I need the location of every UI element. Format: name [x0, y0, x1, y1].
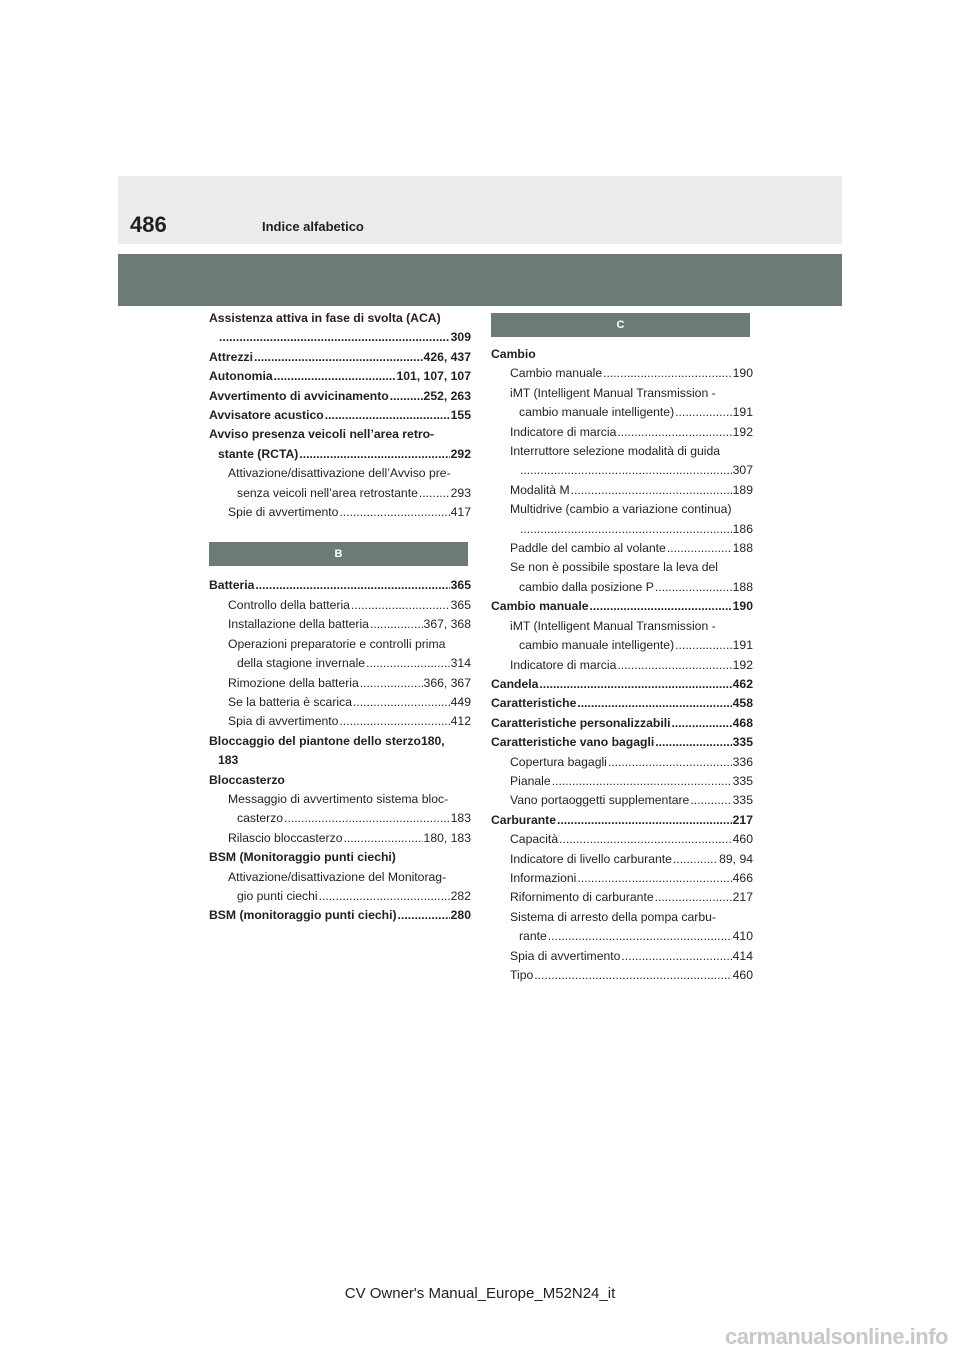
index-line [209, 445, 471, 464]
index-line [491, 830, 753, 849]
dot-leader [351, 596, 450, 615]
index-entry [491, 791, 753, 810]
index-term: BSM (monitoraggio punti ciechi) [209, 908, 397, 923]
index-line [209, 348, 471, 367]
index-term: Bloccasterzo [209, 772, 285, 787]
index-term: iMT (Intelligent Manual Transmission - [510, 618, 716, 633]
index-entry [209, 464, 471, 503]
index-term: casterzo [237, 811, 284, 826]
index-group-b [209, 576, 471, 925]
dot-leader [353, 693, 450, 712]
index-term: Spia di avvertimento [228, 714, 339, 729]
index-term: Messaggio di avvertimento sistema bloc- [228, 791, 449, 806]
dot-leader [590, 597, 732, 616]
index-term: Rimozione della batteria [228, 675, 359, 690]
index-group-c [491, 345, 753, 985]
left-column [209, 309, 471, 926]
index-line [491, 869, 753, 888]
page-ref: 192 [732, 657, 753, 672]
index-term: Avviso presenza veicoli nell’area retro- [209, 427, 435, 442]
page-ref: 190 [732, 599, 753, 614]
page-ref: 180, 183 [423, 830, 471, 845]
dot-leader [360, 674, 423, 693]
index-term: Assistenza attiva in fase di svolta (ACA) [209, 311, 441, 325]
index-entry [491, 364, 753, 383]
index-line [491, 461, 753, 480]
index-entry [209, 615, 471, 634]
index-term: Controllo della batteria [228, 597, 350, 612]
index-line [491, 850, 753, 869]
page-ref: 192 [732, 424, 753, 439]
index-entry [209, 868, 471, 907]
index-line [491, 947, 753, 966]
index-entry [491, 714, 753, 733]
index-entry [491, 345, 753, 364]
index-line [209, 906, 471, 925]
index-entry [209, 576, 471, 595]
dot-leader [577, 694, 731, 713]
page-ref: 191 [732, 638, 753, 653]
index-line [209, 367, 471, 386]
index-entry [491, 947, 753, 966]
footer-doc-id: CV Owner's Manual_Europe_M52N24_it [344, 1285, 616, 1302]
index-entry [491, 888, 753, 907]
index-entry [209, 906, 471, 925]
page-ref: 280 [450, 908, 471, 923]
index-term: rante [519, 929, 547, 944]
page-ref: 190 [732, 366, 753, 381]
dot-leader [419, 484, 450, 503]
index-term: Candela [491, 676, 539, 691]
index-entry [491, 558, 753, 597]
page-ref: 335 [732, 773, 753, 788]
dot-leader [571, 481, 732, 500]
page-ref: 183 [450, 811, 471, 826]
index-entry [209, 596, 471, 615]
dot-leader [284, 809, 450, 828]
index-term: Pianale [510, 773, 551, 788]
page-ref: 189 [732, 482, 753, 497]
page-ref: 335 [732, 735, 753, 750]
page-ref: 366, 367 [423, 675, 471, 690]
index-line [491, 481, 753, 500]
index-line [491, 966, 753, 985]
index-line [491, 403, 753, 422]
index-entry [209, 309, 471, 348]
index-term: Attrezzi [209, 349, 254, 364]
index-term: Operazioni preparatorie e controlli prima [228, 636, 446, 651]
page-ref: 449 [450, 694, 471, 709]
index-entry [491, 500, 753, 539]
index-entry [209, 425, 471, 464]
page-ref: 414 [732, 948, 753, 963]
index-term: Avvisatore acustico [209, 408, 324, 423]
index-entry [491, 811, 753, 830]
index-line [491, 791, 753, 810]
index-entry [491, 694, 753, 713]
index-entry [491, 481, 753, 500]
index-term: Indicatore di marcia [510, 424, 617, 439]
index-term: cambio dalla posizione P [519, 579, 654, 594]
dot-leader [319, 887, 450, 906]
page-ref: 191 [732, 405, 753, 420]
dot-leader [617, 656, 731, 675]
index-line [491, 500, 753, 519]
index-line [209, 464, 471, 483]
letter-bar-c: C [491, 313, 750, 337]
dot-leader [254, 348, 423, 367]
index-term: Indicatore di marcia [510, 657, 617, 672]
dot-leader [621, 947, 731, 966]
index-term: Modalità M [510, 482, 570, 497]
header-band [118, 176, 842, 244]
page-ref: 307 [732, 463, 753, 478]
index-line [209, 503, 471, 522]
index-line [209, 615, 471, 634]
index-entry [491, 675, 753, 694]
index-entry [491, 442, 753, 481]
index-term: Sistema di arresto della pompa carbu- [510, 909, 716, 924]
index-entry [491, 617, 753, 656]
index-term: Tipo [510, 968, 534, 982]
index-term: senza veicoli nell’area retrostante [237, 485, 418, 500]
index-entry [209, 790, 471, 829]
letter-bar-b: B [209, 542, 468, 566]
index-entry [209, 348, 471, 367]
header-dark-band [118, 254, 842, 306]
index-line [491, 558, 753, 577]
index-term: Cambio manuale [510, 366, 603, 381]
index-entry [491, 656, 753, 675]
index-line [209, 790, 471, 809]
index-term: cambio manuale intelligente) [519, 638, 675, 653]
page-ref: 365 [450, 597, 471, 612]
index-term: Cambio manuale [491, 599, 589, 614]
index-entry [491, 597, 753, 616]
index-entry [209, 406, 471, 425]
page-ref: 309 [450, 330, 471, 345]
page-ref: 460 [732, 832, 753, 847]
dot-leader [548, 927, 732, 946]
page-ref: 410 [732, 929, 753, 944]
page-ref: 252, 263 [423, 388, 471, 403]
page-ref: 426, 437 [423, 349, 471, 364]
dot-leader [219, 328, 450, 347]
dot-leader [559, 830, 732, 849]
index-term: Carburante [491, 812, 557, 827]
index-line [491, 753, 753, 772]
index-term: Rifornimento di carburante [510, 890, 654, 905]
index-term: iMT (Intelligent Manual Transmission - [510, 385, 716, 400]
page-ref: 217 [732, 890, 753, 905]
index-term: cambio manuale intelligente) [519, 405, 675, 420]
index-line [491, 345, 753, 364]
dot-leader [672, 714, 732, 733]
index-group-a [209, 309, 471, 522]
index-term: gio punti ciechi [237, 888, 318, 903]
index-entry [209, 674, 471, 693]
page-number: 486 [130, 212, 167, 237]
index-entry [491, 830, 753, 849]
index-line [491, 597, 753, 616]
index-line [491, 811, 753, 830]
index-entry [491, 908, 753, 947]
page-ref: 335 [732, 793, 753, 808]
index-entry [491, 966, 753, 985]
index-entry [491, 869, 753, 888]
index-line [209, 751, 471, 770]
page-ref: 367, 368 [423, 617, 471, 632]
dot-leader [608, 753, 732, 772]
index-term: Paddle del cambio al volante [510, 541, 666, 556]
index-entry [209, 771, 471, 790]
index-entry [491, 384, 753, 423]
index-entry [209, 732, 471, 771]
dot-leader [390, 387, 423, 406]
dot-leader [557, 811, 732, 830]
page-ref: 336 [732, 754, 753, 769]
dot-leader [690, 791, 731, 810]
page-ref: 314 [450, 656, 471, 671]
page-ref: 460 [732, 968, 753, 982]
dot-leader [655, 888, 732, 907]
index-line [491, 539, 753, 558]
index-term: Cambio [491, 347, 536, 361]
index-term: BSM (Monitoraggio punti ciechi) [209, 850, 396, 865]
dot-leader [339, 712, 449, 731]
page-ref: 458 [732, 696, 753, 711]
index-line [209, 328, 471, 347]
index-term: Bloccaggio del piantone dello sterzo180, [209, 733, 445, 748]
index-term: Autonomia [209, 369, 273, 384]
index-line [209, 809, 471, 828]
index-line [491, 520, 753, 539]
index-entry [209, 712, 471, 731]
index-term: Vano portaoggetti supplementare [510, 793, 690, 808]
dot-leader [552, 772, 732, 791]
index-line [209, 887, 471, 906]
index-line [491, 888, 753, 907]
index-term: Interruttore selezione modalità di guida [510, 444, 721, 459]
index-entry [209, 829, 471, 848]
index-term: Avvertimento di avvicinamento [209, 388, 389, 403]
dot-leader [339, 503, 449, 522]
index-line [491, 423, 753, 442]
index-line [491, 384, 753, 403]
index-entry [491, 753, 753, 772]
index-term: Rilascio bloccasterzo [228, 830, 343, 845]
index-line [209, 406, 471, 425]
dot-leader [366, 654, 450, 673]
dot-leader [673, 850, 718, 869]
index-entry [209, 367, 471, 386]
index-entry [209, 635, 471, 674]
index-line [209, 868, 471, 887]
index-entry [209, 693, 471, 712]
index-line [491, 772, 753, 791]
page-ref: 412 [450, 714, 471, 729]
dot-leader [617, 423, 731, 442]
index-term: Attivazione/disattivazione del Monitorag- [228, 869, 447, 884]
index-line [209, 387, 471, 406]
index-term: Se non è possibile spostare la leva del [510, 560, 718, 575]
index-term: Installazione della batteria [228, 617, 369, 632]
index-line [491, 733, 753, 752]
page-ref: 417 [450, 505, 471, 520]
page-ref: 466 [732, 870, 753, 885]
index-line [209, 829, 471, 848]
index-term: Copertura bagagli [510, 754, 607, 769]
dot-leader [398, 906, 450, 925]
page-ref: 89, 94 [719, 851, 753, 866]
index-line [491, 675, 753, 694]
index-entry [491, 423, 753, 442]
dot-leader [539, 675, 731, 694]
index-line [491, 656, 753, 675]
index-line [209, 732, 471, 751]
index-term: Attivazione/disattivazione dell’Avviso pre- [228, 466, 451, 481]
page-ref: 468 [732, 715, 753, 730]
dot-leader [577, 869, 731, 888]
page-ref: 186 [732, 521, 753, 536]
dot-leader [370, 615, 423, 634]
dot-leader [675, 403, 732, 422]
index-line [491, 578, 753, 597]
dot-leader [675, 636, 732, 655]
index-line [209, 425, 471, 444]
page-ref: 292 [450, 446, 471, 461]
dot-leader [299, 445, 449, 464]
index-term: Caratteristiche vano bagagli [491, 735, 655, 750]
index-line [491, 694, 753, 713]
index-line [491, 617, 753, 636]
index-term: Se la batteria è scarica [228, 694, 352, 709]
index-line [491, 927, 753, 946]
index-term: della stagione invernale [237, 656, 366, 671]
page-ref: 101, 107, 107 [396, 369, 471, 384]
index-line [491, 908, 753, 927]
dot-leader [274, 367, 396, 386]
index-term: stante (RCTA) [218, 446, 299, 461]
dot-leader [603, 364, 732, 383]
watermark: carmanualsonline.info [725, 1324, 948, 1349]
index-entry [209, 387, 471, 406]
index-line [209, 484, 471, 503]
index-line [209, 771, 471, 790]
dot-leader [534, 966, 731, 985]
index-line [209, 693, 471, 712]
index-line [491, 636, 753, 655]
index-line [209, 848, 471, 867]
index-entry [491, 772, 753, 791]
index-entry [209, 503, 471, 522]
page-ref: 462 [732, 676, 753, 691]
page-ref: 188 [732, 579, 753, 594]
index-line [209, 309, 471, 328]
index-term: Informazioni [510, 870, 577, 885]
dot-leader [667, 539, 732, 558]
index-term: 183 [218, 753, 239, 768]
right-column [491, 313, 753, 985]
dot-leader [520, 520, 732, 539]
index-entry [491, 733, 753, 752]
dot-leader [255, 576, 449, 595]
page-ref: 293 [450, 485, 471, 500]
index-term: Batteria [209, 578, 255, 593]
dot-leader [520, 461, 732, 480]
page-ref: 365 [450, 578, 471, 593]
index-line [209, 596, 471, 615]
page-ref: 217 [732, 812, 753, 827]
index-line [209, 576, 471, 595]
index-line [491, 442, 753, 461]
index-term: Spia di avvertimento [510, 948, 621, 963]
index-term: Spie di avvertimento [228, 505, 339, 520]
index-line [209, 635, 471, 654]
dot-leader [343, 829, 422, 848]
page-ref: 282 [450, 888, 471, 903]
index-line [491, 714, 753, 733]
index-line [209, 712, 471, 731]
dot-leader [655, 578, 732, 597]
index-line [491, 364, 753, 383]
index-entry [491, 539, 753, 558]
dot-leader [325, 406, 450, 425]
index-term: Caratteristiche [491, 696, 577, 711]
index-term: Indicatore di livello carburante [510, 851, 672, 866]
section-title: Indice alfabetico [262, 219, 364, 234]
index-line [209, 674, 471, 693]
index-entry [491, 850, 753, 869]
index-term: Caratteristiche personalizzabili [491, 715, 671, 730]
dot-leader [655, 733, 731, 752]
index-term: Multidrive (cambio a variazione continua) [510, 502, 732, 517]
index-line [209, 654, 471, 673]
index-entry [209, 848, 471, 867]
index-term: Capacità [510, 832, 559, 847]
page-ref: 188 [732, 541, 753, 556]
page-ref: 155 [450, 408, 471, 423]
